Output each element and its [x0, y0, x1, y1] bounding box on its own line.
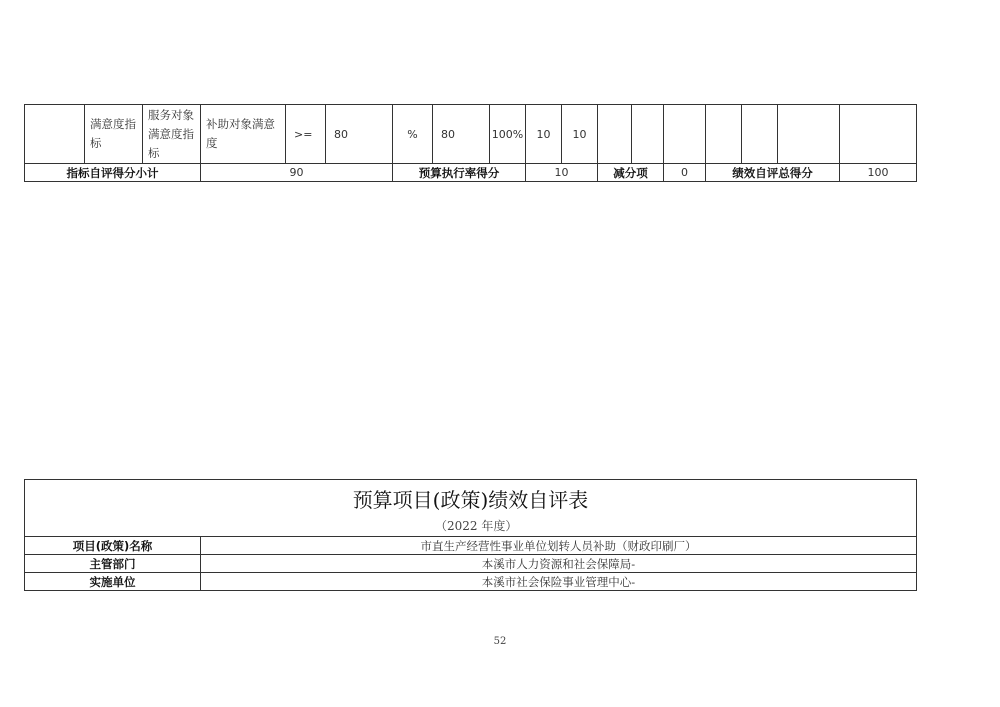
table-row [25, 537, 917, 555]
deduction-label: 减分项 [598, 164, 664, 182]
indicator-name-cell: 补助对象满意度 [201, 105, 286, 164]
subtotal-value: 90 [201, 164, 393, 182]
project-name-label: 项目(政策)名称 [25, 537, 201, 555]
deduction-value: 0 [664, 164, 706, 182]
actual-value-cell: 80 [433, 105, 490, 164]
weight-cell: 10 [526, 105, 562, 164]
target-value-cell: 80 [326, 105, 393, 164]
level2-indicator-cell: 满意度指标 [85, 105, 143, 164]
form-title: 预算项目(政策)绩效自评表 [352, 488, 589, 512]
summary-row [25, 164, 917, 182]
evaluation-form [24, 479, 917, 591]
subtotal-label: 指标自评得分小计 [25, 164, 201, 182]
form-header [25, 480, 917, 537]
blank-cell [25, 105, 85, 164]
score-cell: 10 [562, 105, 598, 164]
implementing-unit-label: 实施单位 [25, 573, 201, 591]
project-name-value: 市直生产经营性事业单位划转人员补助（财政印刷厂） [201, 537, 917, 555]
budget-rate-label: 预算执行率得分 [393, 164, 526, 182]
blank-cell [706, 105, 742, 164]
budget-rate-value: 10 [526, 164, 598, 182]
total-score-label: 绩效自评总得分 [706, 164, 840, 182]
blank-cell [840, 105, 917, 164]
table-row [25, 105, 917, 164]
level3-indicator-cell: 服务对象满意度指标 [143, 105, 201, 164]
operator-cell: >= [286, 105, 326, 164]
blank-cell [742, 105, 778, 164]
form-year: （2022 年度） [435, 519, 518, 533]
table-row [25, 555, 917, 573]
table-row [25, 573, 917, 591]
unit-cell: % [393, 105, 433, 164]
implementing-unit-value: 本溪市社会保险事业管理中心- [201, 573, 917, 591]
blank-cell [598, 105, 632, 164]
blank-cell [664, 105, 706, 164]
indicator-table [24, 104, 917, 182]
department-label: 主管部门 [25, 555, 201, 573]
department-value: 本溪市人力资源和社会保障局- [201, 555, 917, 573]
total-score-value: 100 [840, 164, 917, 182]
completion-rate-cell: 100% [490, 105, 526, 164]
blank-cell [778, 105, 840, 164]
page-number: 52 [493, 636, 507, 647]
blank-cell [632, 105, 664, 164]
